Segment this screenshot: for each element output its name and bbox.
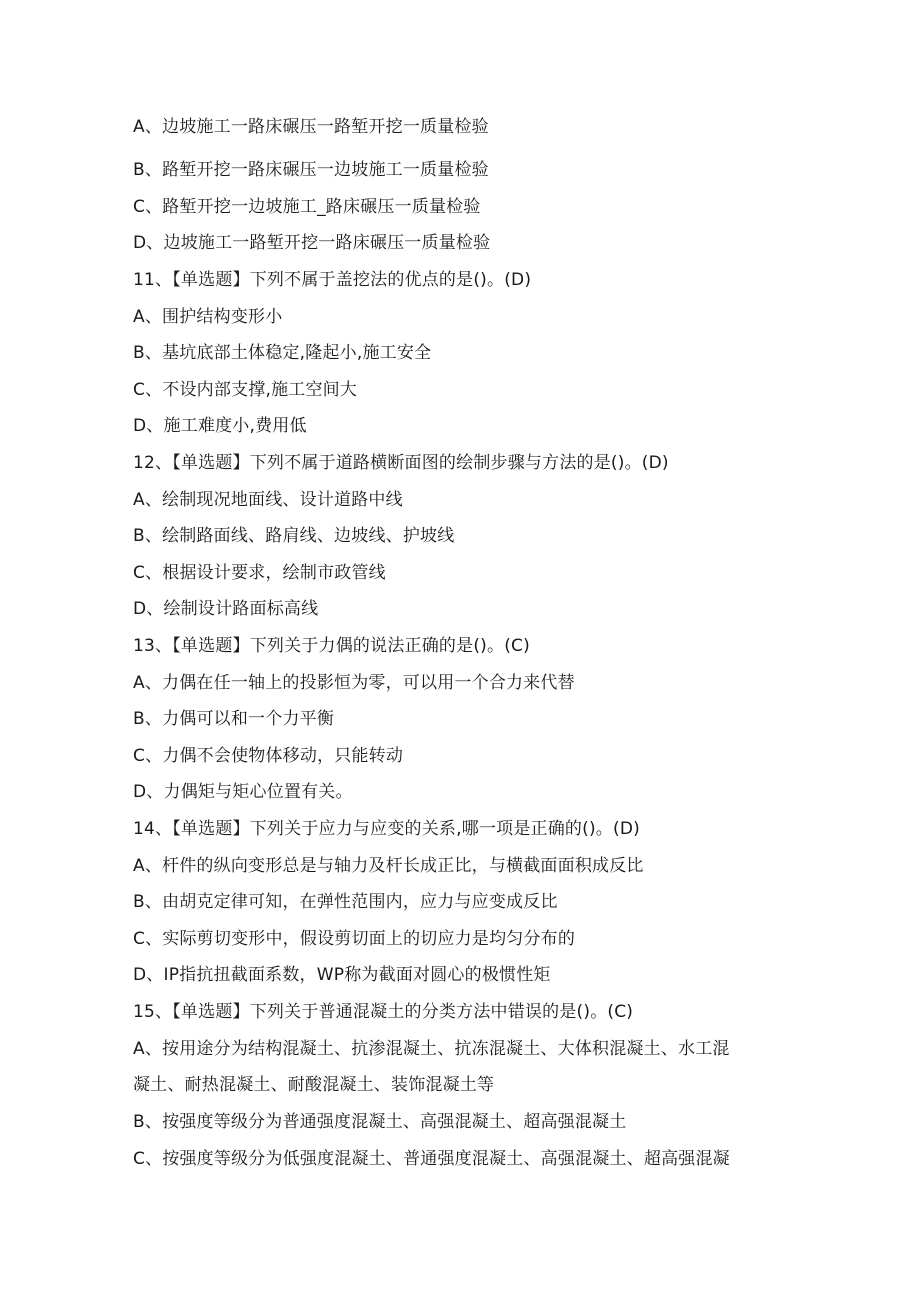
option-a: A、按用途分为结构混凝土、抗渗混凝土、抗冻混凝土、大体积混凝土、水工混 [133, 1039, 730, 1059]
option-c: C、不设内部支撑,施工空间大 [133, 380, 358, 400]
question-12: 12、【单选题】下列不属于道路横断面图的绘制步骤与方法的是()。(D) [133, 453, 669, 473]
option-d: D、绘制设计路面标高线 [133, 599, 319, 619]
option-a: A、绘制现况地面线、设计道路中线 [133, 490, 403, 510]
option-c: C、路堑开挖一边坡施工_路床碾压一质量检验 [133, 197, 481, 217]
option-a: A、边坡施工一路床碾压一路堑开挖一质量检验 [133, 117, 489, 137]
option-b: B、按强度等级分为普通强度混凝土、高强混凝土、超高强混凝土 [133, 1112, 627, 1132]
question-14: 14、【单选题】下列关于应力与应变的关系,哪一项是正确的()。(D) [133, 819, 640, 839]
option-a: A、力偶在任一轴上的投影恒为零，可以用一个合力来代替 [133, 673, 575, 693]
option-d: D、力偶矩与矩心位置有关。 [133, 782, 353, 802]
option-d: D、IP指抗扭截面系数，WP称为截面对圆心的极惯性矩 [133, 965, 551, 985]
option-d: D、边坡施工一路堑开挖一路床碾压一质量检验 [133, 233, 491, 253]
question-13: 13、【单选题】下列关于力偶的说法正确的是()。(C) [133, 636, 530, 656]
option-d: D、施工难度小,费用低 [133, 416, 307, 436]
option-b: B、由胡克定律可知，在弹性范围内，应力与应变成反比 [133, 892, 558, 912]
option-c: C、实际剪切变形中，假设剪切面上的切应力是均匀分布的 [133, 929, 576, 949]
option-b: B、基坑底部土体稳定,隆起小,施工安全 [133, 343, 432, 363]
option-c: C、按强度等级分为低强度混凝土、普通强度混凝土、高强混凝土、超高强混凝 [133, 1149, 730, 1169]
question-15: 15、【单选题】下列关于普通混凝土的分类方法中错误的是()。(C) [133, 1002, 634, 1022]
question-11: 11、【单选题】下列不属于盖挖法的优点的是()。(D) [133, 270, 532, 290]
option-b: B、路堑开挖一路床碾压一边坡施工一质量检验 [133, 160, 489, 180]
option-b: B、力偶可以和一个力平衡 [133, 709, 335, 729]
option-a: A、杆件的纵向变形总是与轴力及杆长成正比，与横截面面积成反比 [133, 856, 644, 876]
option-c: C、力偶不会使物体移动，只能转动 [133, 746, 404, 766]
option-b: B、绘制路面线、路肩线、边坡线、护坡线 [133, 526, 455, 546]
option-c: C、根据设计要求，绘制市政管线 [133, 563, 386, 583]
option-a: A、围护结构变形小 [133, 307, 283, 327]
option-a-continued: 凝土、耐热混凝土、耐酸混凝土、装饰混凝土等 [133, 1075, 495, 1095]
